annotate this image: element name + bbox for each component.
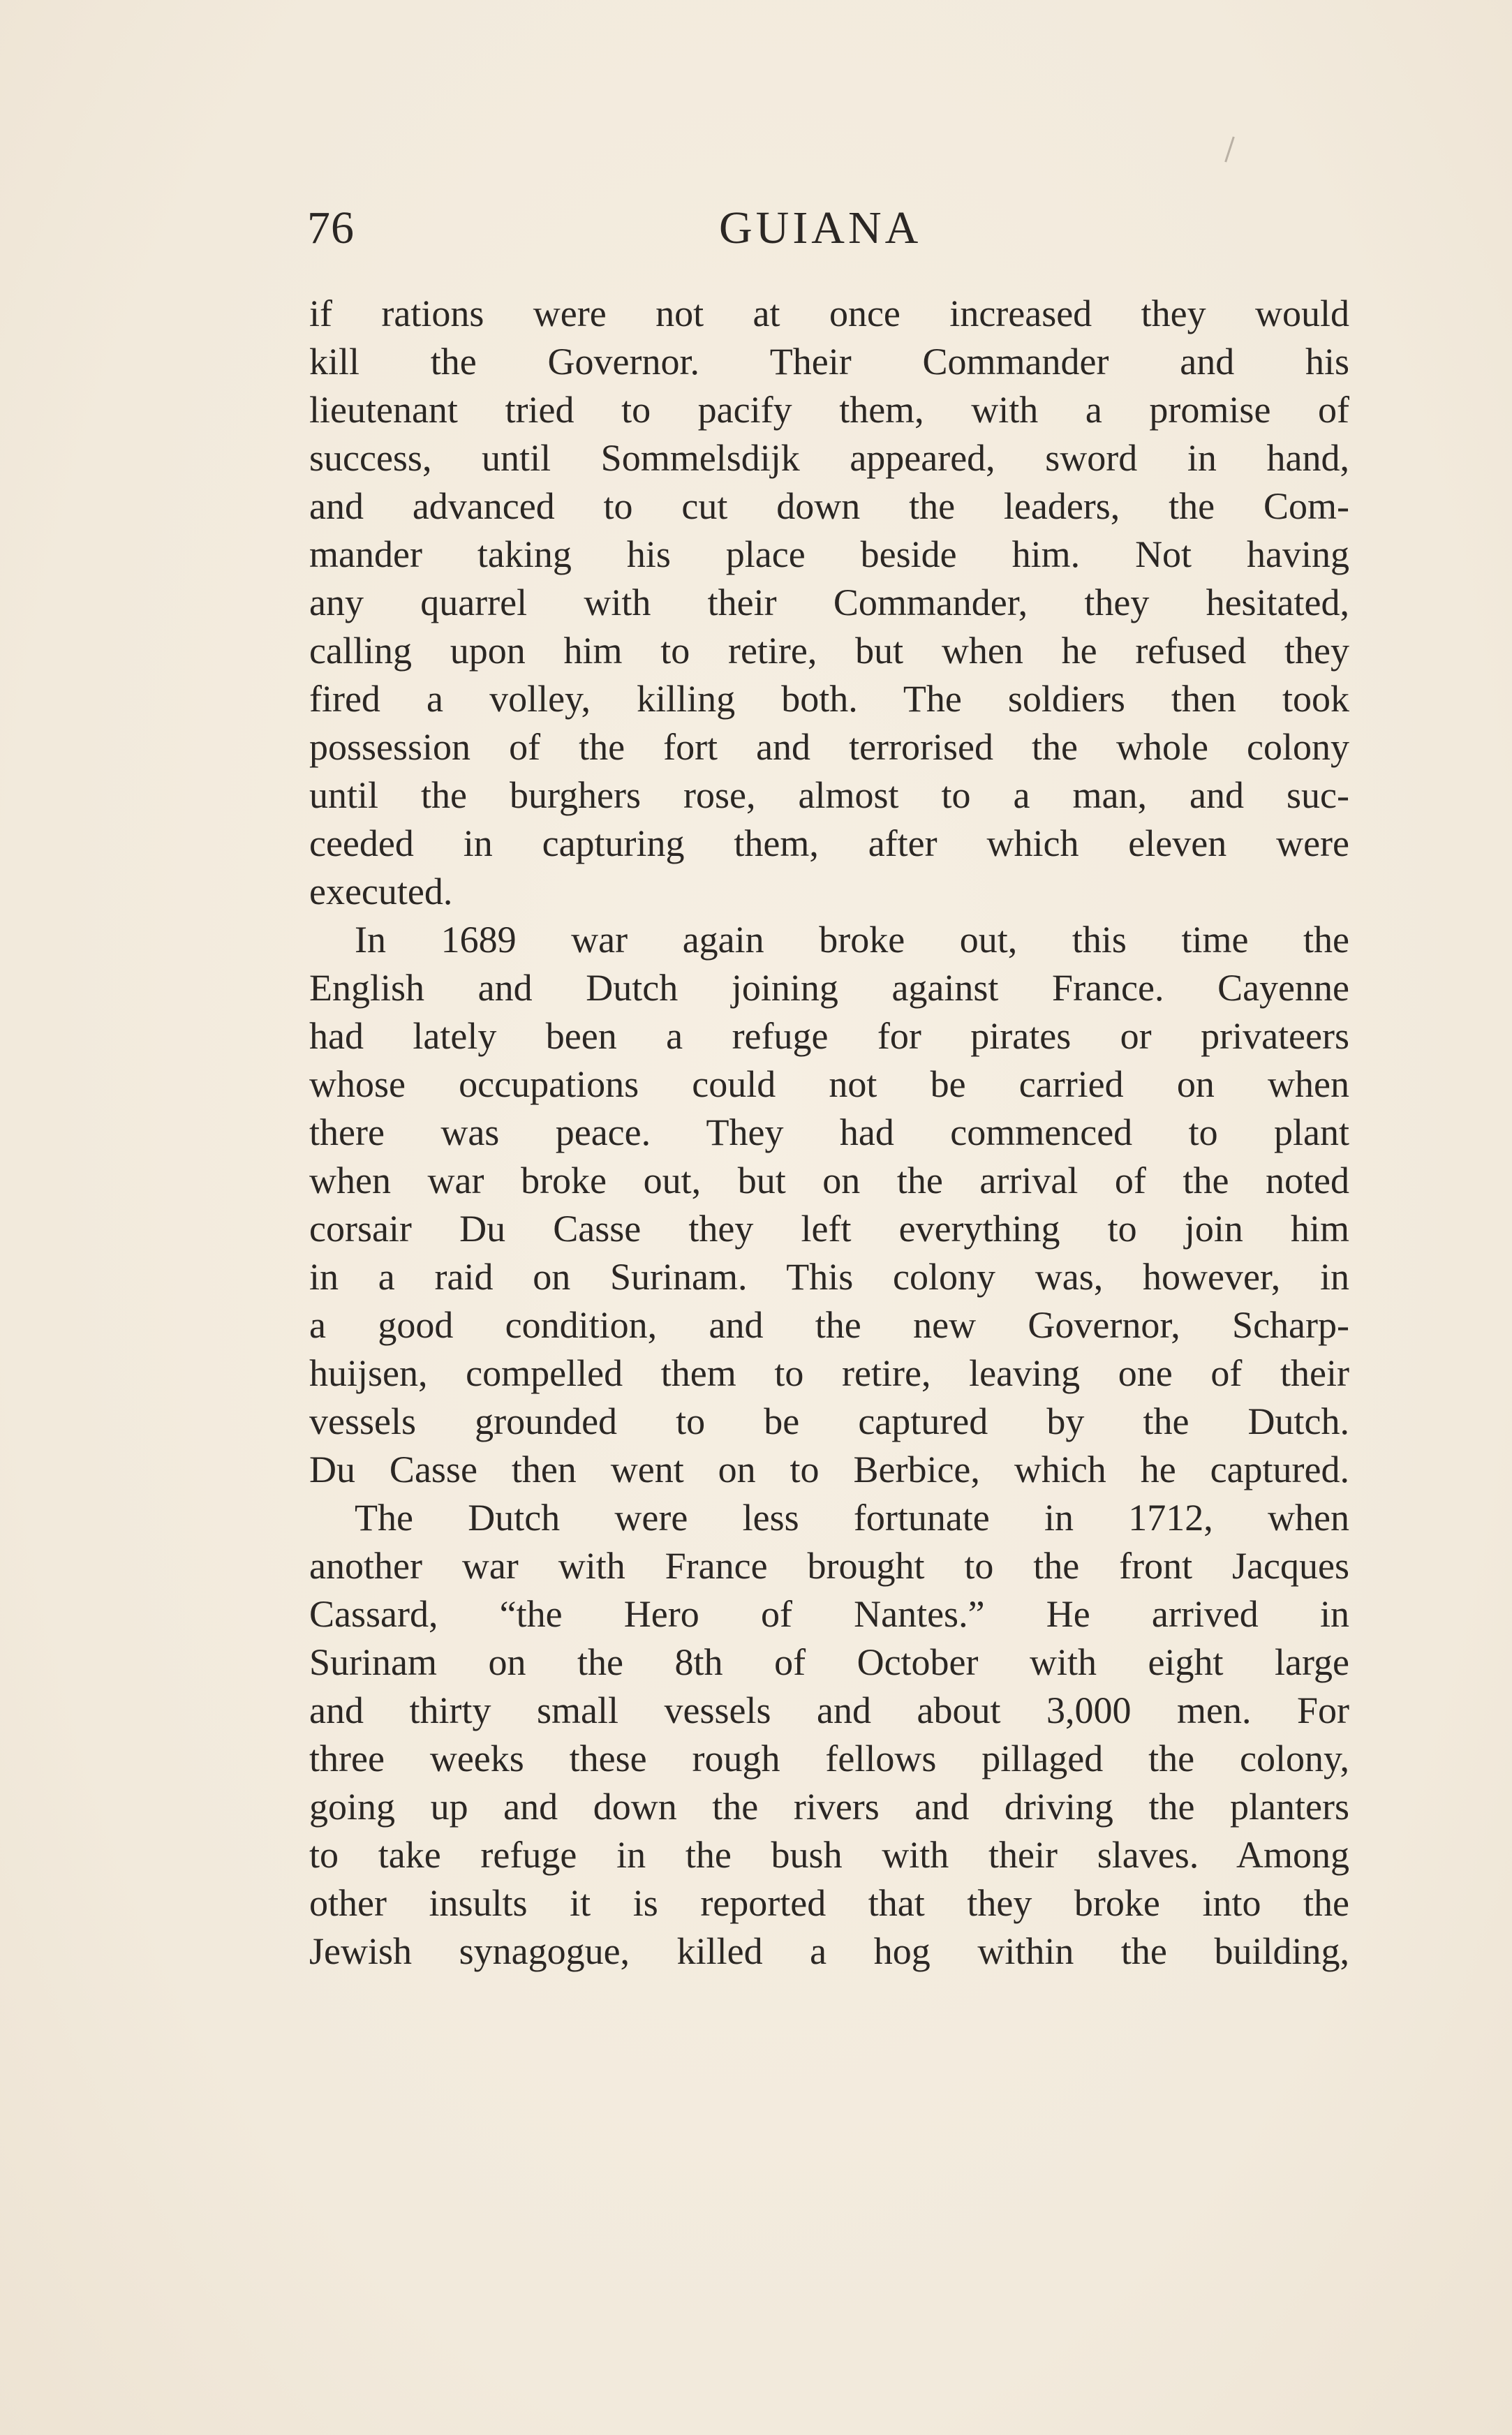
- text-line: corsair Du Casse they left everything to join him: [309, 1208, 1349, 1250]
- text-line: there was peace. They had commenced to plant: [309, 1111, 1349, 1153]
- text-line: until the burghers rose, almost to a man, and suc-: [309, 774, 1349, 816]
- text-line: other insults it is reported that they broke into the: [309, 1882, 1349, 1924]
- text-line: mander taking his place beside him. Not having: [309, 533, 1349, 575]
- text-line: and thirty small vessels and about 3,000 men. For: [309, 1689, 1349, 1731]
- page-number: 76: [307, 202, 355, 253]
- text-line: whose occupations could not be carried on when: [309, 1063, 1349, 1105]
- text-line: three weeks these rough fellows pillaged the colony,: [309, 1738, 1349, 1779]
- text-line: Surinam on the 8th of October with eight large: [309, 1641, 1349, 1683]
- text-line: in a raid on Surinam. This colony was, however, in: [309, 1256, 1349, 1298]
- text-line: calling upon him to retire, but when he refused they: [309, 630, 1349, 672]
- text-line: The Dutch were less fortunate in 1712, when: [355, 1497, 1349, 1539]
- text-line: if rations were not at once increased they would: [309, 293, 1349, 334]
- text-line: English and Dutch joining against France. Cayenne: [309, 967, 1349, 1009]
- text-line: Jewish synagogue, killed a hog within the building,: [309, 1930, 1349, 1972]
- text-line: huijsen, compelled them to retire, leaving one of their: [309, 1352, 1349, 1394]
- text-line: another war with France brought to the front Jacques: [309, 1545, 1349, 1587]
- text-line: executed.: [309, 871, 453, 912]
- text-line: fired a volley, killing both. The soldiers then took: [309, 678, 1349, 720]
- text-line: any quarrel with their Commander, they hesitated,: [309, 582, 1349, 623]
- body-text: [309, 290, 1349, 1976]
- text-line: Cassard, “the Hero of Nantes.” He arrived in: [309, 1593, 1349, 1635]
- text-line: vessels grounded to be captured by the Dutch.: [309, 1400, 1349, 1442]
- text-line: In 1689 war again broke out, this time the: [355, 919, 1349, 961]
- text-line: Du Casse then went on to Berbice, which he captured.: [309, 1449, 1349, 1490]
- pencil-mark: [1224, 136, 1235, 162]
- text-line: and advanced to cut down the leaders, the Com-: [309, 485, 1349, 527]
- text-line: kill the Governor. Their Commander and his: [309, 341, 1349, 383]
- text-line: lieutenant tried to pacify them, with a promise of: [309, 389, 1349, 431]
- text-line: ceeded in capturing them, after which eleven were: [309, 822, 1349, 864]
- text-line: when war broke out, but on the arrival of the noted: [309, 1160, 1349, 1201]
- text-line: had lately been a refuge for pirates or privateers: [309, 1015, 1349, 1057]
- page-header: [307, 197, 1354, 260]
- text-line: going up and down the rivers and driving the planters: [309, 1786, 1349, 1828]
- text-line: success, until Sommelsdijk appeared, sword in hand,: [309, 437, 1349, 479]
- text-line: possession of the fort and terrorised the whole colony: [309, 726, 1349, 768]
- text-line: to take refuge in the bush with their slaves. Among: [309, 1834, 1349, 1876]
- text-line: a good condition, and the new Governor, Scharp-: [309, 1304, 1349, 1346]
- running-title: GUIANA: [719, 202, 922, 253]
